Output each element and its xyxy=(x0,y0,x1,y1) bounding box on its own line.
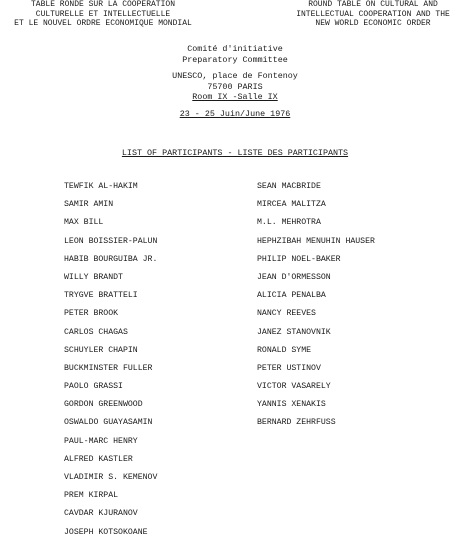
participant-name: PREM KIRPAL xyxy=(64,491,119,501)
participant-name: OSWALDO GUAYASAMIN xyxy=(64,418,153,428)
participant-name: ALFRED KASTLER xyxy=(64,454,133,464)
committee-french: Comité d'initiative xyxy=(187,44,283,54)
header-right-line: NEW WORLD ECONOMIC ORDER xyxy=(315,19,431,28)
meeting-info xyxy=(0,44,470,120)
participant-name: WILLY BRANDT xyxy=(64,272,123,282)
participant-name: VLADIMIR S. KEMENOV xyxy=(64,473,158,482)
participant-name: HEPHZIBAH MENUHIN HAUSER xyxy=(257,236,375,246)
participant-name: TRYGVE BRATTELI xyxy=(64,291,138,301)
participant-name: VICTOR VASARELY xyxy=(257,382,331,392)
participant-name: PETER USTINOV xyxy=(257,363,321,373)
participant-name: RONALD SYME xyxy=(257,345,312,355)
participant-name: HABIB BOURGUIBA JR. xyxy=(64,254,158,264)
participant-name: JEAN D'ORMESSON xyxy=(257,272,331,282)
participant-name: ALICIA PENALBA xyxy=(257,291,326,301)
participant-name: MIRCEA MALITZA xyxy=(257,200,326,210)
header-left-line: CULTURELLE ET INTELLECTUELLE xyxy=(35,9,171,19)
participant-name: SAMIR AMIN xyxy=(64,200,114,210)
participant-name: M.L. MEHROTRA xyxy=(257,218,321,228)
meeting-dates: 23 - 25 Juin/June 1976 xyxy=(179,108,291,119)
venue-address: UNESCO, place de Fontenoy xyxy=(172,71,298,82)
participant-name: BERNARD ZEHRFUSS xyxy=(257,418,336,428)
header-left-line: TABLE RONDE SUR LA COOPERATION xyxy=(30,0,176,9)
participant-name: NANCY REEVES xyxy=(257,309,316,319)
participant-name: PAOLO GRASSI xyxy=(64,382,123,392)
header-right-line: INTELLECTUAL COOPERATION AND THE xyxy=(296,9,450,19)
participant-name: CAVDAR KJURANOV xyxy=(64,509,138,519)
participant-name: LEON BOISSIER-PALUN xyxy=(64,236,158,246)
committee-english: Preparatory Committee xyxy=(182,54,288,65)
participants-list-title: LIST OF PARTICIPANTS - LISTE DES PARTICIPANTS xyxy=(121,148,349,158)
participant-name: JOSEPH KOTSOKOANE xyxy=(64,527,148,537)
participant-name: JANEZ STANOVNIK xyxy=(257,327,331,337)
participant-name: TEWFIK AL-HAKIM xyxy=(64,182,138,191)
participant-name: SEAN MACBRIDE xyxy=(257,182,321,191)
participant-name: CARLOS CHAGAS xyxy=(64,327,128,337)
participant-name: SCHUYLER CHAPIN xyxy=(64,345,138,355)
participants-left-column xyxy=(64,182,157,546)
participant-name: PAUL-MARC HENRY xyxy=(64,436,138,446)
participant-name: GORDON GREENWOOD xyxy=(64,400,143,410)
participants-right-column xyxy=(257,182,375,437)
venue-city: 75700 PARIS xyxy=(207,81,263,92)
header-left-line: ET LE NOUVEL ORDRE ECONOMIQUE MONDIAL xyxy=(14,19,192,28)
header-right-english xyxy=(278,0,468,29)
participant-name: YANNIS XENAKIS xyxy=(257,400,326,410)
participant-name: BUCKMINSTER FULLER xyxy=(64,363,153,373)
participant-name: PHILIP NOEL-BAKER xyxy=(257,254,341,264)
participant-name: MAX BILL xyxy=(64,218,104,228)
venue-room: Room IX -Salle IX xyxy=(192,92,278,103)
participant-name: PETER BROOK xyxy=(64,309,119,319)
header-right-line: ROUND TABLE ON CULTURAL AND xyxy=(308,0,438,9)
header-left-french xyxy=(2,0,204,29)
